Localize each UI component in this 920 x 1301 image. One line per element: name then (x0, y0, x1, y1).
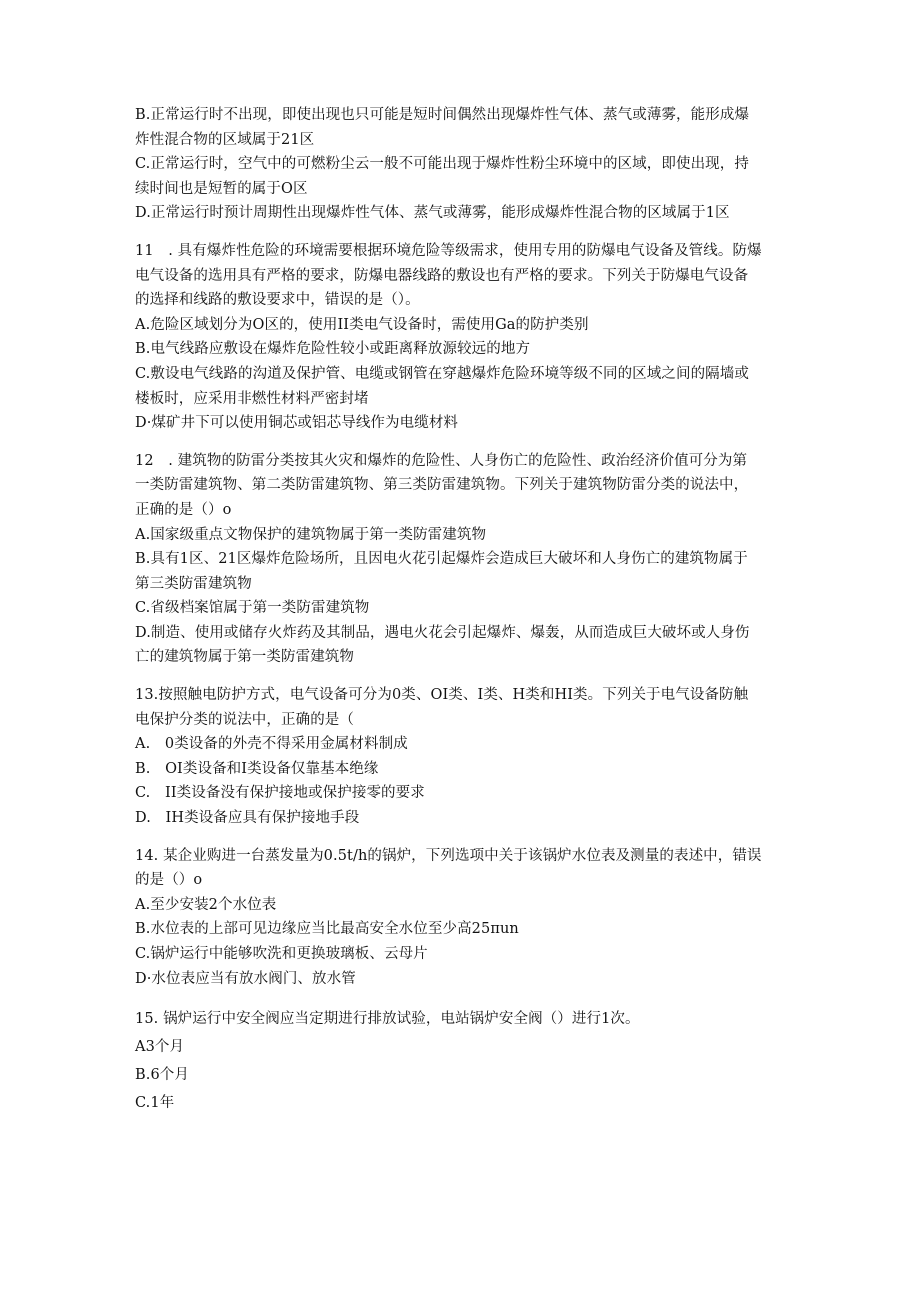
question-11 (135, 239, 790, 436)
answer-option: A.至少安装2个水位表 (135, 896, 277, 913)
answer-option: 楼板时，应采用非燃性材料严密封堵 (135, 390, 369, 407)
question-stem: 一类防雷建筑物、第二类防雷建筑物、第三类防雷建筑物。下列关于建筑物防雷分类的说法中， (135, 477, 749, 494)
answer-option: 亡的建筑物属于第一类防雷建筑物 (135, 649, 354, 666)
answer-option: A3个月 (135, 1039, 185, 1056)
answer-option: B. OI类设备和I类设备仅靠基本绝缘 (135, 760, 379, 777)
text-line: 炸性混合物的区域属于21区 (135, 131, 315, 148)
question-stem: 正确的是（）o (135, 501, 232, 518)
answer-option: C. II类设备没有保护接地或保护接零的要求 (135, 785, 425, 802)
text-line: C.正常运行时，空气中的可燃粉尘云一般不可能出现于爆炸性粉尘环境中的区域，即使出现，持 (135, 156, 749, 173)
question-14 (135, 844, 790, 992)
question-stem: 11 . 具有爆炸性危险的环境需要根据环境危险等级需求，使用专用的防爆电气设备及管线。防爆 (135, 242, 762, 259)
question-15 (135, 1005, 790, 1117)
answer-option: C.敷设电气线路的沟道及保护管、电缆或钢管在穿越爆炸危险环境等级不同的区域之间的隔墙或 (135, 365, 749, 382)
question-stem: 15. 锅炉运行中安全阀应当定期进行排放试验，电站锅炉安全阀（）进行1次。 (135, 1011, 640, 1028)
text-line: D.正常运行时预计周期性出现爆炸性气体、蒸气或薄雾，能形成爆炸性混合物的区域属于1区 (135, 205, 730, 222)
answer-option: B.水位表的上部可见边缘应当比最高安全水位至少高25πun (135, 921, 519, 938)
answer-option: 第三类防雷建筑物 (135, 575, 252, 592)
question-stem: 的是（）o (135, 872, 203, 889)
question-stem: 12 . 建筑物的防雷分类按其火灾和爆炸的危险性、人身伤亡的危险性、政治经济价值可分为第 (135, 452, 748, 469)
text-line: 续时间也是短暂的属于O区 (135, 180, 308, 197)
answer-option: C.1年 (135, 1095, 175, 1112)
answer-option: D·水位表应当有放水阀门、放水管 (135, 970, 356, 987)
answer-option: A.危险区域划分为O区的，使用II类电气设备时，需使用Ga的防护类别 (135, 316, 589, 333)
answer-option: D·煤矿井下可以使用铜芯或铝芯导线作为电缆材料 (135, 415, 459, 432)
text-line: B.正常运行时不出现，即使出现也只可能是短时间偶然出现爆炸性气体、蒸气或薄雾，能形成爆 (135, 107, 750, 123)
answer-option: A.国家级重点文物保护的建筑物属于第一类防雷建筑物 (135, 526, 487, 543)
answer-option: A. 0类设备的外壳不得采用金属材料制成 (135, 736, 408, 753)
answer-option: C.省级档案馆属于第一类防雷建筑物 (135, 600, 370, 617)
question-stem: 电保护分类的说法中，正确的是（ (135, 711, 354, 728)
answer-option: D. IH类设备应具有保护接地手段 (135, 810, 360, 827)
question-12 (135, 449, 790, 670)
question-stem: 的选择和线路的敷设要求中，错误的是（）。 (135, 292, 420, 309)
question-stem: 13.按照触电防护方式，电气设备可分为0类、OI类、I类、H类和HI类。下列关于电气设备防触 (135, 687, 749, 704)
question-stem: 电气设备的选用具有严格的要求，防爆电器线路的敷设也有严格的要求。下列关于防爆电气设备 (135, 267, 749, 284)
answer-option: B.电气线路应敷设在爆炸危险性较小或距离释放源较远的地方 (135, 341, 531, 358)
answer-option: C.锅炉运行中能够吹洗和更换玻璃板、云母片 (135, 946, 428, 962)
document-page (135, 103, 790, 1117)
answer-option: D.制造、使用或储存火炸药及其制品，遇电火花会引起爆炸、爆轰，从而造成巨大破坏或人身伤 (135, 624, 750, 641)
answer-option: B.具有1区、21区爆炸危险场所，且因电火花引起爆炸会造成巨大破坏和人身伤亡的建筑物属于 (135, 551, 748, 568)
question-stem: 14. 某企业购进一台蒸发量为0.5t/h的锅炉，下列选项中关于该锅炉水位表及测量的表述中，错误 (135, 847, 762, 864)
answer-option: B.6个月 (135, 1067, 189, 1084)
question-13 (135, 683, 790, 831)
question-10-options (135, 103, 790, 226)
